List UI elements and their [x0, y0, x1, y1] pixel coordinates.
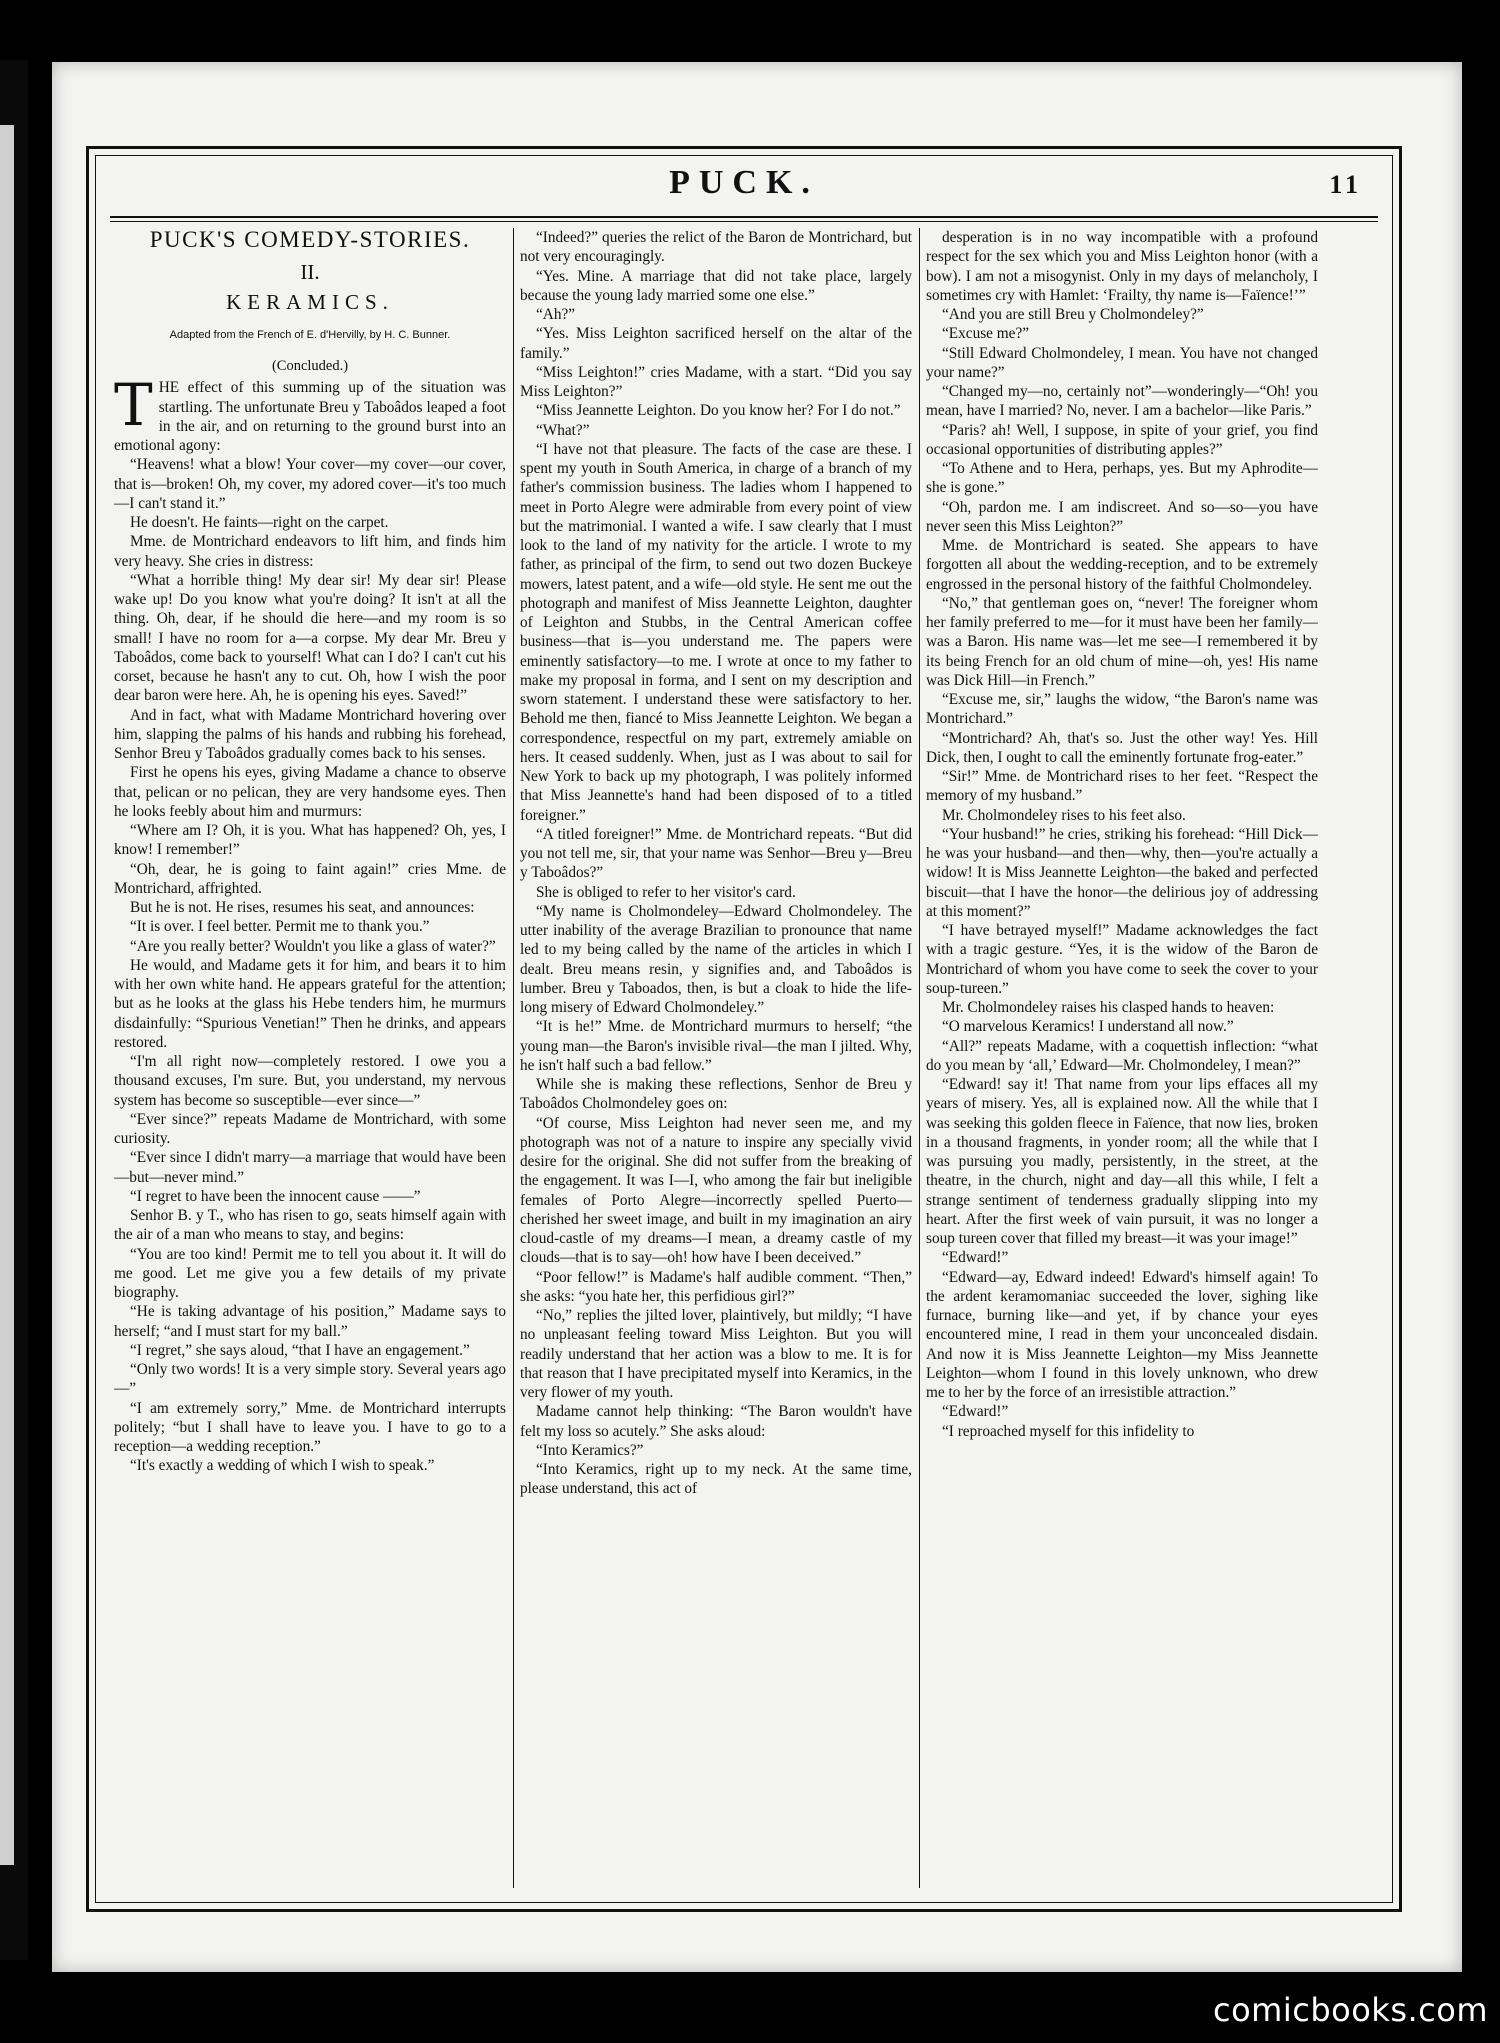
paragraph: “Still Edward Cholmondeley, I mean. You have not changed your name?” [926, 344, 1318, 381]
paragraph: “A titled foreigner!” Mme. de Montrichard repeats. “But did you not tell me, sir, that your name was Senhor—Breu y—Breu y Taboâdos?” [520, 825, 912, 882]
paragraph: “Indeed?” queries the relict of the Baron de Montrichard, but not very encouragingly. [520, 229, 912, 266]
paragraph: “What?” [536, 421, 590, 439]
story-status: (Concluded.) [271, 358, 349, 374]
masthead [96, 156, 1392, 216]
paragraph: “And you are still Breu y Cholmondeley?” [942, 306, 1204, 323]
paragraph: “Edward!” [942, 1403, 1009, 1421]
paragraph: “Miss Jeannette Leighton. Do you know her? For I do not.” [536, 402, 901, 420]
masthead-rule [110, 216, 1378, 222]
paragraph: “It is over. I feel better. Permit me to thank you.” [130, 918, 430, 936]
paragraph: “I am extremely sorry,” Mme. de Montrichard interrupts politely; “but I shall have to leave you. I have to go to a reception—a wedding reception.” [114, 1399, 506, 1455]
article-columns [114, 228, 1374, 1888]
paragraph: “It is he!” Mme. de Montrichard murmurs to herself; “the young man—the Baron's invisible rival—the man I jilted. Why, he isn't half such a bad fellow.” [520, 1018, 912, 1074]
paragraph: “Excuse me?” [942, 325, 1030, 343]
paragraph: Mme. de Montrichard is seated. She appears to have forgotten all about the wedding-reception, and to be extremely engrossed in the personal history of the faithful Cholmondeley. [926, 537, 1318, 593]
paragraph: Madame cannot help thinking: “The Baron wouldn't have felt my loss so acutely.” She asks aloud: [520, 1403, 912, 1440]
paragraph: Mr. Cholmondeley rises to his feet also. [942, 806, 1186, 824]
paragraph: “He is taking advantage of his position,” Madame says to herself; “and I must start for my ball.” [114, 1303, 506, 1340]
page-frame-inner [95, 155, 1393, 1903]
column-2 [520, 228, 912, 1888]
paragraph: “Are you really better? Wouldn't you like a glass of water?” [130, 937, 496, 955]
paragraph: “Oh, pardon me. I am indiscreet. And so—so—you have never seen this Miss Leighton?” [926, 498, 1318, 535]
paragraph: First he opens his eyes, giving Madame a chance to observe that, pelican or no pelican, they are very handsome eyes. Then he looks feebly about him and murmurs: [114, 764, 506, 820]
paragraph: “I have betrayed myself!” Madame acknowledges the fact with a tragic gesture. “Yes, it is the widow of the Baron de Montrichard of whom you have come to seek the cover to your soup-tureen.” [926, 922, 1318, 997]
paragraph: “Ah?” [536, 306, 576, 323]
column-1 [114, 228, 506, 1888]
installment-number: II. [300, 260, 320, 285]
column-1-body [114, 371, 506, 1475]
paragraph: “I reproached myself for this infidelity to [942, 1422, 1195, 1440]
column-2-body [520, 228, 912, 1499]
paragraph: “Into Keramics?” [536, 1441, 644, 1459]
paragraph: “No,” replies the jilted lover, plaintively, but mildly; “I have no unpleasant feeling toward Miss Leighton. But you will readily understand that her action was a blow to me. It is for that reason that I have precipitated myself into Keramics, in the very flower of my youth. [520, 1307, 912, 1401]
paragraph: “Paris? ah! Well, I suppose, in spite of your grief, you find occasional opportunities of distributing apples?” [926, 421, 1318, 458]
paragraph: “It's exactly a wedding of which I wish to speak.” [130, 1457, 435, 1475]
magazine-page [52, 62, 1462, 1972]
paragraph: “Into Keramics, right up to my neck. At the same time, please understand, this act of [520, 1461, 912, 1498]
paragraph: “Montrichard? Ah, that's so. Just the other way! Yes. Hill Dick, then, I ought to call the eminently fortunate frog-eater.” [926, 729, 1318, 766]
masthead-title: PUCK. [669, 164, 819, 201]
paragraph: And in fact, what with Madame Montrichard hovering over him, slapping the palms of his hands and rubbing his forehead, Senhor Breu y Taboâdos gradually comes back to his senses. [114, 706, 506, 762]
paragraph: “Edward! say it! That name from your lips effaces all my years of misery. Yes, all is explained now. All the while that I was seeking this golden fleece in Faïence, that now lies, broken in a thousand fragments, in yonder room; all the while that I was pursuing you madly, persistently, in the street, at the theatre, in the church, night and day—all this while, I felt a strange sentiment of tenderness gradually slipping into my heart. After the first week of vain pursuit, it was no longer a soup tureen cover that filled my breast—it was your image!” [926, 1076, 1318, 1247]
paragraph: “Ever since I didn't marry—a marriage that would have been—but—never mind.” [114, 1149, 506, 1186]
paragraph: “Yes. Mine. A marriage that did not take place, largely because the young lady married some one else.” [520, 267, 912, 304]
paragraph: “Sir!” Mme. de Montrichard rises to her feet. “Respect the memory of my husband.” [926, 768, 1318, 805]
paragraph: “You are too kind! Permit me to tell you about it. It will do me good. Let me give you a few details of my private biography. [114, 1245, 506, 1301]
story-title: KERAMICS. [226, 289, 394, 314]
paragraph: desperation is in no way incompatible with a profound respect for the sex which you and Miss Leighton honor (with a bow). I am not a misogynist. Only in my days of melancholy, I sometimes cry with Hamlet: ‘Frailty, thy name is—Faïence!’” [926, 229, 1318, 304]
paragraph: She is obliged to refer to her visitor's card. [536, 883, 796, 901]
paragraph: “Oh, dear, he is going to faint again!” cries Mme. de Montrichard, affrighted. [114, 860, 506, 897]
paragraph: “All?” repeats Madame, with a coquettish inflection: “what do you mean by ‘all,’ Edward—Mr. Cholmondeley, I mean?” [926, 1037, 1318, 1074]
series-title: PUCK'S COMEDY-STORIES. [149, 228, 471, 252]
paragraph: While she is making these reflections, Senhor de Breu y Taboâdos Cholmondeley goes on: [520, 1076, 912, 1113]
paragraph: “Of course, Miss Leighton had never seen me, and my photograph was not of a nature to inspire any specially vivid desire for the original. She did not suffer from the breaking of the engagement. It was I—I, who among the fair but ineligible females of Porto Alegre—incorrectly spelled Puerto—cherished her sweet image, and built in my imagination an airy cloud-castle of my dreams—I mean, a dreamy castle of my clouds—that is to say—oh! how have I been deceived.” [520, 1114, 912, 1267]
paragraph: “To Athene and to Hera, perhaps, yes. But my Aphrodite—she is gone.” [926, 460, 1318, 497]
paragraph: “Ever since?” repeats Madame de Montrichard, with some curiosity. [114, 1110, 506, 1147]
story-credit: Adapted from the French of E. d'Hervilly, by H. C. Bunner. [169, 328, 451, 341]
column-3-body [926, 228, 1318, 1441]
paragraph: THE effect of this summing up of the situation was startling. The unfortunate Breu y Taboâdos leaped a foot in the air, and on returning to the ground burst into an emotional agony: [114, 371, 506, 454]
previous-page-edge [0, 125, 14, 1865]
paragraph: “What a horrible thing! My dear sir! My dear sir! Please wake up! Do you know what you're doing? It isn't at all the thing. Oh, dear, if he should die here—and my room is so small! I have no room for a—a corpse. My dear Mr. Breu y Taboâdos, come back to yourself! What can I do? I can't cut his corset, because he hasn't any to cut. Oh, how I wish the poor dear baron were here. Ah, he is opening his eyes. Saved!” [114, 571, 506, 705]
paragraph: “Poor fellow!” is Madame's half audible comment. “Then,” she asks: “you hate her, this perfidious girl?” [520, 1268, 912, 1305]
page-number: 11 [1329, 170, 1362, 199]
watermark: comicbooks.com [1212, 1991, 1488, 2029]
paragraph: “Your husband!” he cries, striking his forehead: “Hill Dick—he was your husband—and then—why, then—you're actually a widow! It is Miss Jeannette Leighton—the baked and perfected biscuit—that I have the honor—the delirious joy of addressing at this moment?” [926, 825, 1318, 920]
paragraph: He would, and Madame gets it for him, and bears it to him with her own white hand. He appears grateful for the attention; but as he looks at the glass his Hebe tenders him, he murmurs disdainfully: “Spurious Venetian!” Then he drinks, and appears restored. [114, 956, 506, 1051]
paragraph: “Heavens! what a blow! Your cover—my cover—our cover, that is—broken! Oh, my cover, my adored cover—it's too much—I can't stand it.” [114, 456, 506, 512]
paragraph: “I regret to have been the innocent cause ——” [130, 1187, 421, 1205]
paragraph: “My name is Cholmondeley—Edward Cholmondeley. The utter inability of the average Brazilian to pronounce that name led to my being called by the name of the articles in which I dealt. Breu means resin, y signifies and, and Taboâdos is lumber. Breu y Taboados, then, is but a cloak to hide the life-long misery of Edward Cholmondeley.” [520, 902, 912, 1016]
paragraph: Senhor B. y T., who has risen to go, seats himself again with the air of a man who means to stay, and begins: [114, 1207, 506, 1244]
paragraph: “Changed my—no, certainly not”—wonderingly—“Oh! you mean, have I married? No, never. I am a bachelor—like Paris.” [926, 383, 1318, 420]
column-rule [919, 228, 920, 1888]
paragraph: “Only two words! It is a very simple story. Several years ago—” [114, 1361, 506, 1398]
column-rule [513, 228, 514, 1888]
paragraph: “Yes. Miss Leighton sacrificed herself on the altar of the family.” [520, 325, 912, 362]
drop-cap: T [114, 371, 153, 440]
page-frame [86, 146, 1402, 1912]
paragraph: “No,” that gentleman goes on, “never! The foreigner whom her family preferred to me—for it must have been her family—was a Baron. His name was—let me see—I remembered it by its being French for an old chum of mine—oh, yes! His name was Dick Hill—in French.” [926, 594, 1318, 689]
paragraph: “I'm all right now—completely restored. I owe you a thousand excuses, I'm sure. But, you understand, my nervous system has become so susceptible—ever since—” [114, 1053, 506, 1109]
paragraph: “I regret,” she says aloud, “that I have an engagement.” [130, 1341, 470, 1359]
paragraph: “Excuse me, sir,” laughs the widow, “the Baron's name was Montrichard.” [926, 691, 1318, 728]
paragraph: “Edward—ay, Edward indeed! Edward's himself again! To the ardent keramomaniac succeeded the lover, sighing like furnace, burning like—and yet, if by chance your eyes encountered mine, I read in them your unconcealed disdain. And now it is Miss Jeannette Leighton—my Miss Jeannette Leighton—whom I found in this lovely unknown, who drew me to her by the force of an irresistible attraction.” [926, 1268, 1318, 1401]
paragraph: Mme. de Montrichard endeavors to lift him, and finds him very heavy. She cries in distress: [114, 533, 506, 570]
paragraph: He doesn't. He faints—right on the carpet. [130, 514, 389, 531]
column-3 [926, 228, 1318, 1888]
paragraph: But he is not. He rises, resumes his seat, and announces: [130, 899, 475, 916]
paragraph: “Edward!” [942, 1249, 1009, 1267]
paragraph: “I have not that pleasure. The facts of the case are these. I spent my youth in South America, in charge of a branch of my father's commission business. The ladies whom I happened to meet in Porto Alegre were admirable from every point of view but the matrimonial. I wanted a wife. I saw clearly that I must look to the land of my nativity for the article. I wrote to my father, as principal of the firm, to send out two dozen Buckeye mowers, latest patent, and a wife—old style. He sent me out the photograph and manifest of Miss Jeannette Leighton, daughter of Leighton and Stubbs, in the Central American coffee business—that is—you understand me. The papers were eminently satisfactory—to me. I wrote at once to my father to make my proposal in forma, and I sent on my description and sworn statement. I understand these were satisfactory to her. Behold me then, fiancé to Miss Jeannette Leighton. We began a correspondence, respectful on my part, extremely amiable on hers. It ceased suddenly. When, just as I was about to sail for New York to back up my photograph, I was politely informed that Miss Jeannette's hand had been disposed of to a titled foreigner.” [520, 440, 912, 824]
paragraph: Mr. Cholmondeley raises his clasped hands to heaven: [942, 999, 1275, 1016]
paragraph: “O marvelous Keramics! I understand all now.” [942, 1018, 1234, 1036]
paragraph: “Where am I? Oh, it is you. What has happened? Oh, yes, I know! I remember!” [114, 822, 506, 859]
paragraph: “Miss Leighton!” cries Madame, with a start. “Did you say Miss Leighton?” [520, 363, 912, 400]
